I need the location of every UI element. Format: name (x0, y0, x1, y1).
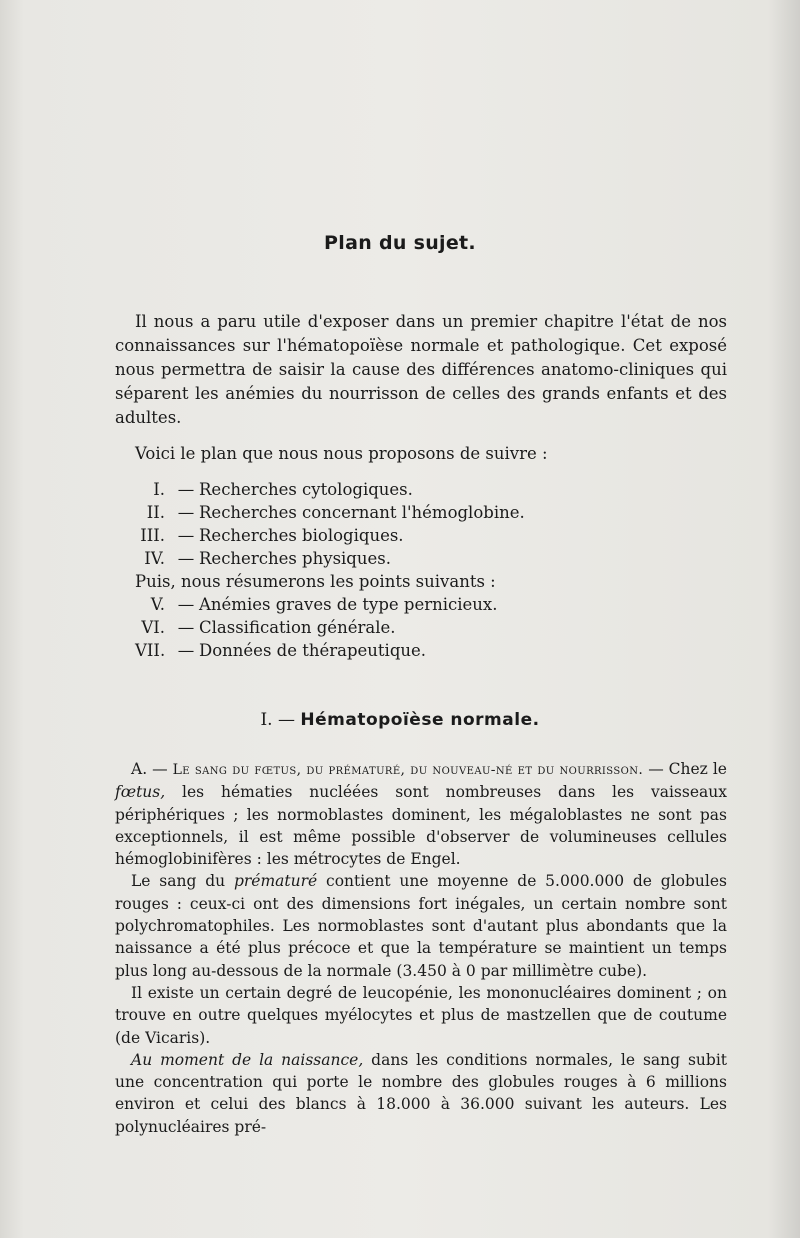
list-item: V. — Anémies graves de type pernicieux. (150, 595, 498, 614)
paragraph-fetus: A. — Le sang du fœtus, du prématuré, du nouveau-né et du nourrisson. — Chez le fœtus, les hématies nucléées sont nombreuses dans les vaisseaux périphériques ; les normoblastes dominent, les mégaloblastes ne sont pas exceptionnels, il est même possible d'observer de volumineuses cellules hémoglobinifères : les métrocytes de Engel. (115, 760, 727, 869)
section-body (115, 758, 727, 1138)
subsection-title: Le sang du fœtus, du prématuré, du nouveau-né et du nourrisson. (172, 762, 644, 778)
paragraph-leucopenie: Il existe un certain degré de leucopénie, les mononucléaires dominent ; on trouve en outre quelques myélocytes et plus de mastzellen que de coutume (de Vicaris). (115, 983, 727, 1047)
plan-list (135, 478, 525, 662)
intro-text: Il nous a paru utile d'exposer dans un premier chapitre l'état de nos connaissances sur l'hématopoïèse normale et pathologique. Cet exposé nous permettra de saisir la cause des différences anatomo-cliniques qui séparent les anémies du nourrisson de celles des grands enfants et des adultes. (115, 312, 727, 427)
list-item: I. — Recherches cytologiques. (153, 480, 413, 499)
section-heading (0, 710, 800, 730)
list-item: III. — Recherches biologiques. (140, 526, 404, 545)
paragraph-premature: Le sang du prématuré contient une moyenne de 5.000.000 de globules rouges : ceux-ci ont des dimensions fort inégales, un certain nombre sont polychromatophiles. Les normoblastes sont d'autant plus abondants que la naissance a été plus précoce et que la température se maintient un temps plus long au-dessous de la normale (3.450 à 0 par millimètre cube). (115, 872, 727, 980)
list-item: II. — Recherches concernant l'hémoglobine. (146, 503, 525, 522)
page-title: Plan du sujet. (324, 232, 476, 254)
section-number: I. — (260, 710, 295, 730)
paragraph-naissance: Au moment de la naissance, dans les conditions normales, le sang subit une concentration qui porte le nombre des globules rouges à 6 millions environ et celui des blancs à 18.000 à 36.000 suivant les auteurs. Les polynucléaires pré- (115, 1050, 728, 1136)
section-title: Hématopoïèse normale. (300, 710, 540, 730)
plan-continuation: Puis, nous résumerons les points suivants : (135, 572, 496, 591)
plan-intro: Voici le plan que nous nous proposons de suivre : (135, 444, 548, 463)
list-item: VI. — Classification générale. (141, 618, 396, 637)
subsection-label: A. — (131, 760, 168, 778)
intro-paragraph (115, 310, 727, 430)
list-item: VII. — Données de thérapeutique. (135, 641, 427, 660)
list-item: IV. — Recherches physiques. (144, 549, 391, 568)
